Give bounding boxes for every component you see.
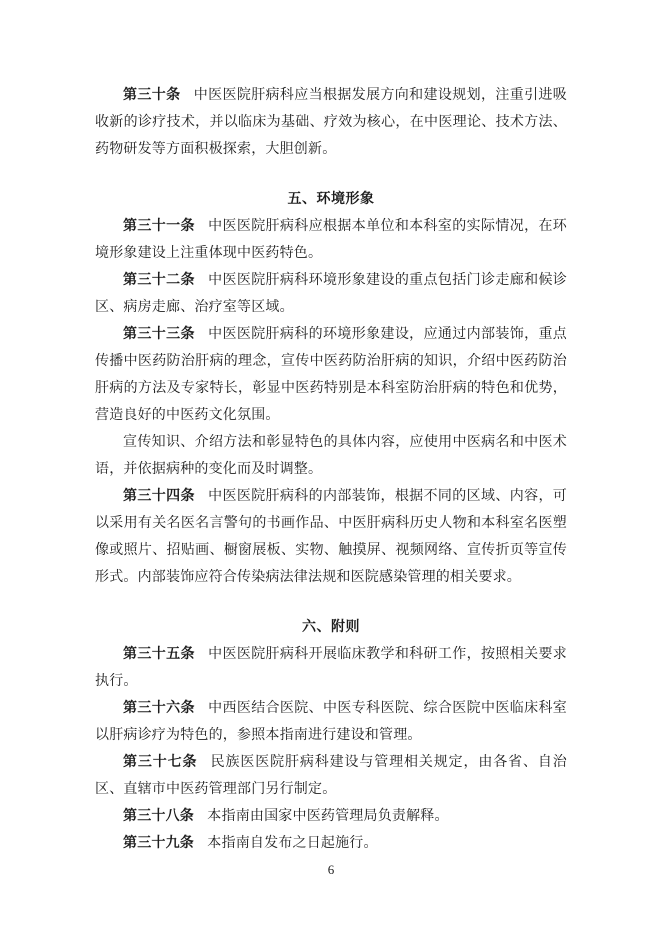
paragraph-text: 中医医院肝病科环境形象建设的重点包括门诊走廊和候诊区、病房走廊、治疗室等区域。 bbox=[95, 273, 568, 315]
section-heading: 五、环境形象 bbox=[287, 192, 375, 207]
article-number: 第三十一条 bbox=[123, 219, 195, 234]
paragraph-text: 中医医院肝病科开展临床教学和科研工作，按照相关要求执行。 bbox=[95, 647, 568, 689]
paragraph-text: 中医医院肝病科的环境形象建设，应通过内部装饰，重点传播中医药防治肝病的理念，宣传中医药防治肝病的知识，介绍中医药防治肝病的方法及专家特长，彰显中医药特别是本科室防治肝病的特色和优势，营造良好的中医药文化氛围。 bbox=[95, 327, 568, 423]
paragraph bbox=[95, 213, 567, 267]
paragraph-text: 本指南由国家中医药管理局负责解释。 bbox=[207, 809, 449, 824]
paragraph bbox=[95, 429, 567, 483]
paragraph-text: 中医医院肝病科应当根据发展方向和建设规划，注重引进吸收新的诊疗技术，并以临床为基础、疗效为核心，在中医理论、技术方法、药物研发等方面积极探索，大胆创新。 bbox=[95, 88, 567, 157]
article-number: 第三十条 bbox=[123, 88, 181, 103]
paragraph-text: 中西医结合医院、中医专科医院、综合医院中医临床科室以肝病诊疗为特色的，参照本指南进行建设和管理。 bbox=[95, 701, 568, 743]
section-heading: 六、附则 bbox=[302, 620, 360, 635]
document-content bbox=[95, 82, 567, 857]
paragraph bbox=[95, 803, 567, 830]
paragraph bbox=[95, 267, 567, 321]
article-number: 第三十三条 bbox=[123, 327, 195, 342]
article-number: 第三十四条 bbox=[123, 489, 195, 504]
paragraph bbox=[95, 82, 567, 163]
article-number: 第三十二条 bbox=[123, 273, 195, 288]
paragraph bbox=[95, 483, 567, 591]
paragraph-text: 民族医医院肝病科建设与管理相关规定，由各省、自治区、直辖市中医药管理部门另行制定。 bbox=[95, 755, 567, 797]
article-number: 第三十八条 bbox=[123, 809, 194, 824]
paragraph bbox=[95, 695, 567, 749]
paragraph bbox=[95, 321, 567, 429]
paragraph-text: 宣传知识、介绍方法和彰显特色的具体内容，应使用中医病名和中医术语，并依据病种的变化而及时调整。 bbox=[95, 435, 567, 477]
article-number: 第三十六条 bbox=[123, 701, 195, 716]
paragraph bbox=[95, 749, 567, 803]
paragraph-text: 中医医院肝病科应根据本单位和本科室的实际情况，在环境形象建设上注重体现中医药特色。 bbox=[95, 219, 568, 261]
article-number: 第三十七条 bbox=[123, 755, 198, 770]
paragraph-text: 中医医院肝病科的内部装饰，根据不同的区域、内容，可以采用有关名医名言警句的书画作品、中医肝病科历史人物和本科室名医塑像或照片、招贴画、橱窗展板、实物、触摸屏、视频网络、宣传折页等宣传形式。内部装饰应符合传染病法律法规和医院感染管理的相关要求。 bbox=[95, 489, 568, 585]
article-number: 第三十九条 bbox=[123, 836, 194, 851]
paragraph-text: 本指南自发布之日起施行。 bbox=[207, 836, 378, 851]
page-number: 6 bbox=[327, 862, 335, 877]
paragraph bbox=[95, 641, 567, 695]
paragraph bbox=[95, 830, 567, 857]
article-number: 第三十五条 bbox=[123, 647, 195, 662]
